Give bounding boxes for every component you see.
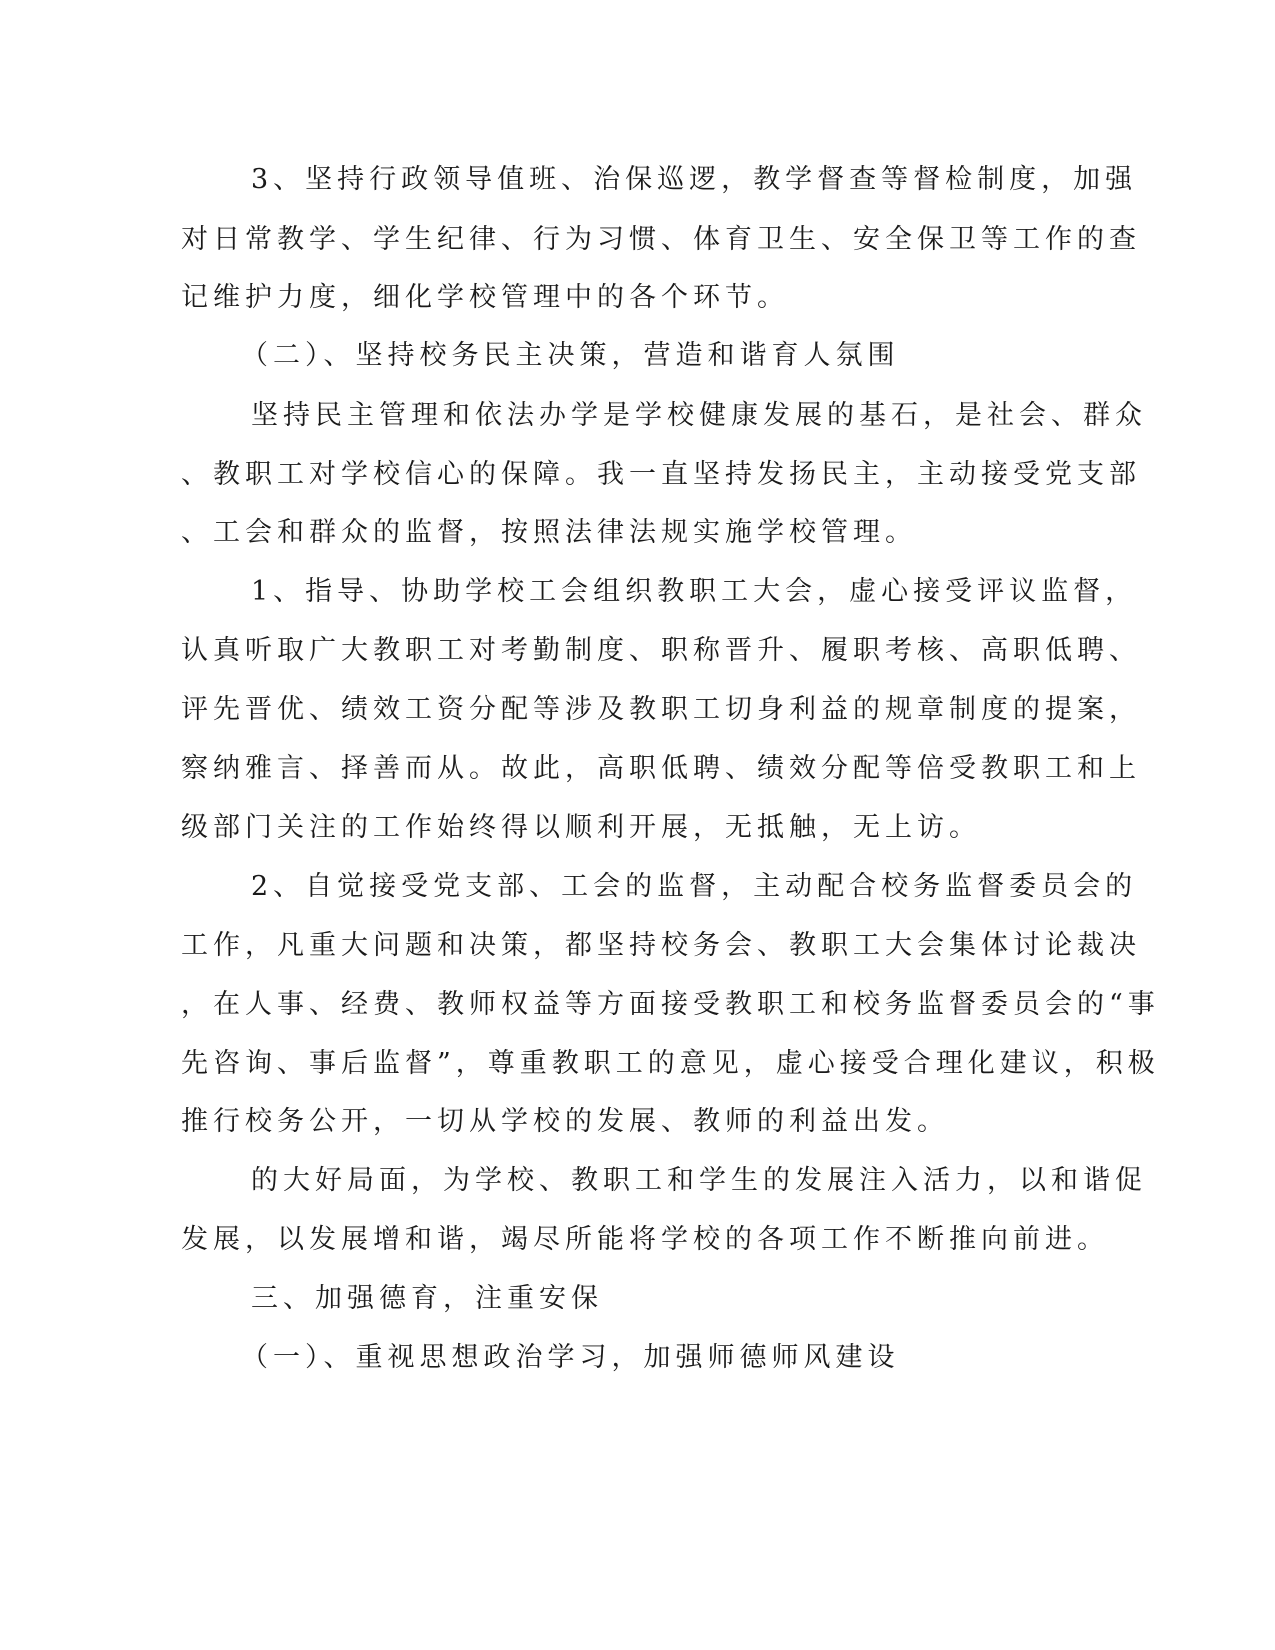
paragraph-line: 评先晋优、绩效工资分配等涉及教职工切身利益的规章制度的提案， [181, 694, 1141, 725]
paragraph-line: 认真听取广大教职工对考勤制度、职称晋升、履职考核、高职低聘、 [181, 635, 1141, 666]
paragraph-line: 的大好局面，为学校、教职工和学生的发展注入活力，以和谐促 [251, 1165, 1147, 1196]
paragraph-line: 级部门关注的工作始终得以顺利开展，无抵触，无上访。 [181, 812, 981, 843]
paragraph-line: 工作，凡重大问题和决策，都坚持校务会、教职工大会集体讨论裁决 [181, 930, 1141, 961]
paragraph-line: 推行校务公开，一切从学校的发展、教师的利益出发。 [181, 1106, 949, 1137]
paragraph-line: 、工会和群众的监督，按照法律法规实施学校管理。 [181, 517, 917, 548]
paragraph-line: 、教职工对学校信心的保障。我一直坚持发扬民主，主动接受党支部 [181, 459, 1141, 490]
paragraph-line: ，在人事、经费、教师权益等方面接受教职工和校务监督委员会的“事 [181, 989, 1160, 1020]
paragraph-line: 察纳雅言、择善而从。故此，高职低聘、绩效分配等倍受教职工和上 [181, 753, 1141, 784]
paragraph-line: 3、坚持行政领导值班、治保巡逻，教学督查等督检制度，加强 [251, 164, 1138, 195]
paragraph-line: 记维护力度，细化学校管理中的各个环节。 [181, 282, 789, 313]
paragraph-line: 坚持民主管理和依法办学是学校健康发展的基石，是社会、群众 [251, 400, 1147, 431]
section-heading: （一）、重视思想政治学习，加强师德师风建设 [241, 1342, 900, 1373]
paragraph-line: 对日常教学、学生纪律、行为习惯、体育卫生、安全保卫等工作的查 [181, 224, 1141, 255]
paragraph-line: 2、自觉接受党支部、工会的监督，主动配合校务监督委员会的 [251, 871, 1138, 902]
paragraph-line: 先咨询、事后监督”，尊重教职工的意见，虚心接受合理化建议，积极 [181, 1048, 1160, 1079]
section-heading: （二）、坚持校务民主决策，营造和谐育人氛围 [241, 340, 900, 371]
paragraph-line: 1、指导、协助学校工会组织教职工大会，虚心接受评议监督， [251, 576, 1138, 607]
section-heading: 三、加强德育，注重安保 [251, 1283, 603, 1314]
paragraph-line: 发展，以发展增和谐，竭尽所能将学校的各项工作不断推向前进。 [181, 1224, 1109, 1255]
